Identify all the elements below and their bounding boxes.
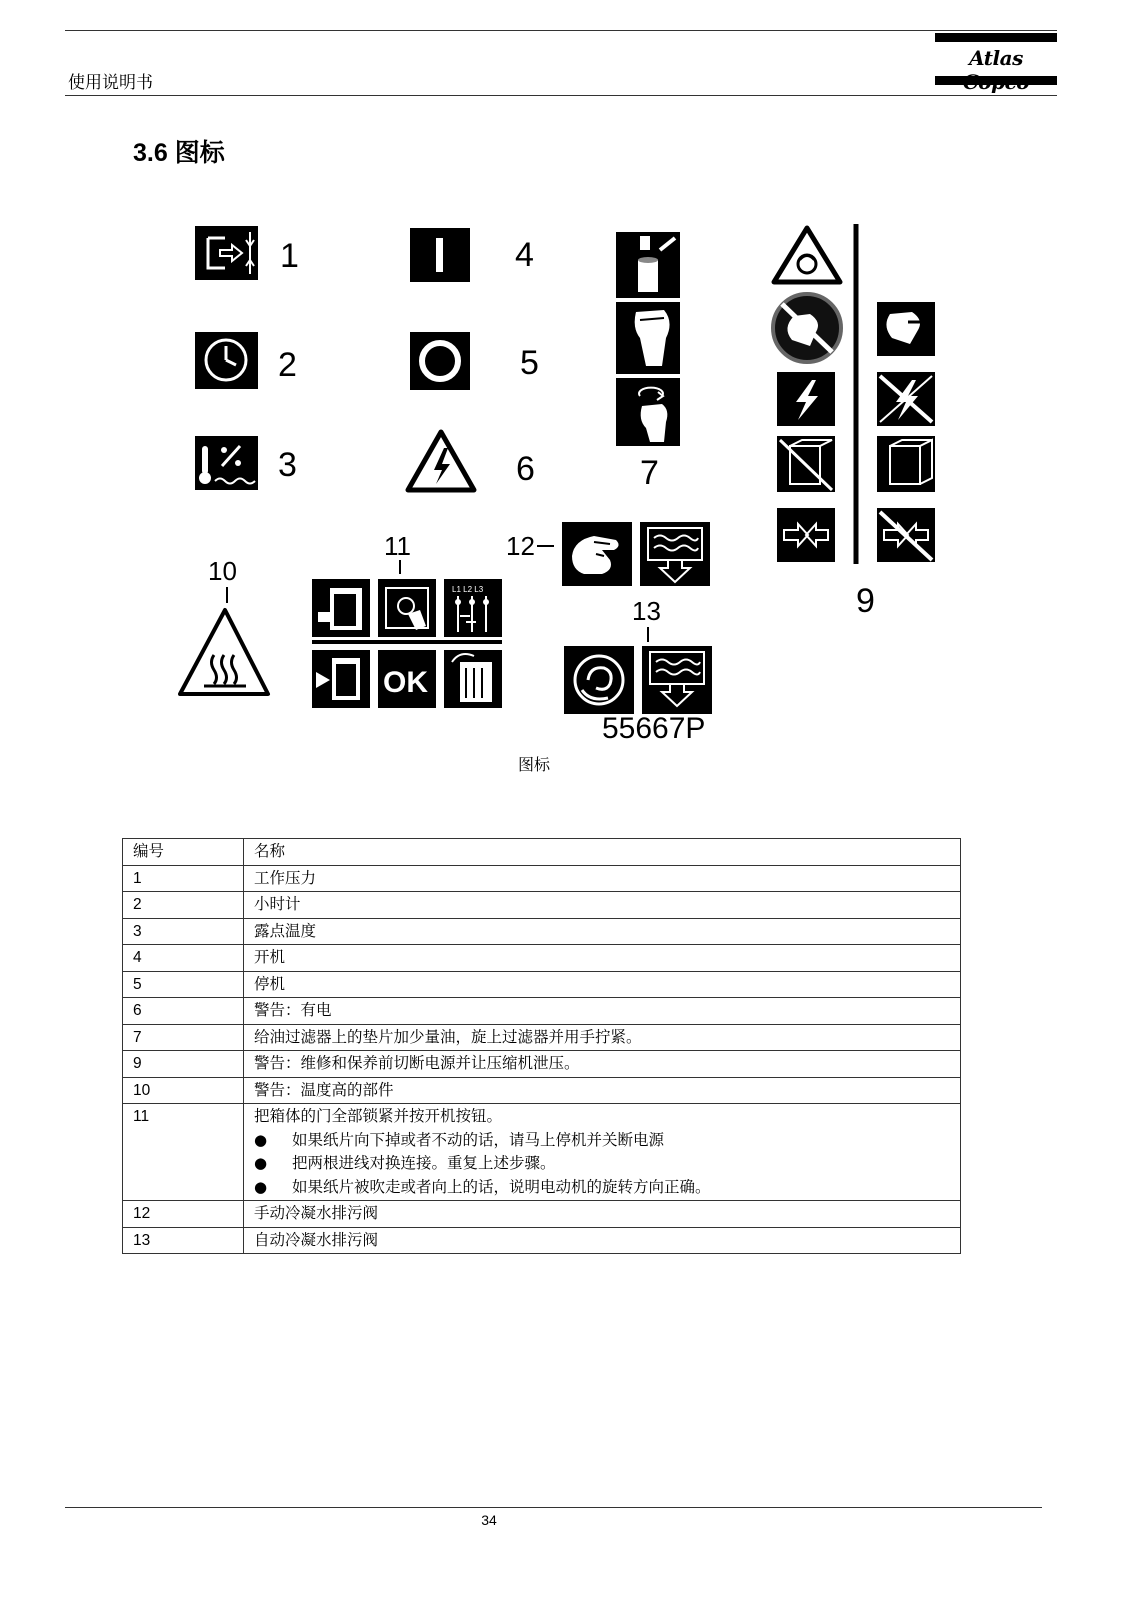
oil-filter-icon [616, 232, 680, 446]
electrical-warning-icon [408, 432, 474, 490]
header-name: 名称 [244, 839, 961, 866]
stop-icon [410, 332, 470, 390]
clock-icon [195, 332, 258, 389]
table-row [123, 945, 961, 972]
header-top-rule [65, 30, 1057, 31]
start-icon [410, 228, 470, 282]
row-name: 停机 [244, 971, 961, 998]
row-name: 露点温度 [244, 918, 961, 945]
row-number: 2 [123, 892, 244, 919]
row-number: 5 [123, 971, 244, 998]
callout-4: 4 [515, 236, 534, 274]
working-pressure-icon [195, 226, 258, 280]
row-name: 开机 [244, 945, 961, 972]
logo-bar-top [935, 33, 1057, 42]
row-number: 4 [123, 945, 244, 972]
row-name: 给油过滤器上的垫片加少量油，旋上过滤器并用手拧紧。 [244, 1024, 961, 1051]
icons-figure-drawing [170, 210, 960, 750]
atlas-copco-logo [935, 33, 1057, 89]
figure-caption: 图标 [517, 755, 550, 774]
callout-3: 3 [278, 446, 297, 484]
bullet-item: ● 如果纸片向下掉或者不动的话，请马上停机并关断电源 [254, 1129, 954, 1153]
callout-6: 6 [516, 450, 535, 488]
logo-text: Atlas [969, 46, 1023, 70]
table-row [123, 1227, 961, 1254]
row-number: 9 [123, 1051, 244, 1078]
row-name: 手动冷凝水排污阀 [244, 1201, 961, 1228]
row-number: 7 [123, 1024, 244, 1051]
row-number: 1 [123, 865, 244, 892]
ok-label: OK [383, 666, 428, 699]
icons-figure [170, 210, 960, 750]
table-row [123, 998, 961, 1025]
table-row [123, 892, 961, 919]
callout-1: 1 [280, 237, 299, 275]
table-row [123, 1024, 961, 1051]
row-number: 13 [123, 1227, 244, 1254]
maintenance-warning-group [773, 224, 935, 564]
row-number: 11 [123, 1104, 244, 1201]
callout-12: 12 [506, 531, 535, 561]
automatic-drain-valve-icon [564, 646, 712, 714]
callout-11: 11 [384, 531, 411, 561]
table-row [123, 918, 961, 945]
callout-7: 7 [640, 454, 659, 492]
row-name: 工作压力 [244, 865, 961, 892]
row-name: 自动冷凝水排污阀 [244, 1227, 961, 1254]
table-row [123, 971, 961, 998]
header-number: 编号 [123, 839, 244, 866]
svg-text:L1 L2 L3: L1 L2 L3 [452, 585, 484, 594]
header-bottom-rule [65, 95, 1057, 96]
table-row [123, 1201, 961, 1228]
row-name: 把箱体的门全部锁紧并按开机按钮。 [254, 1107, 503, 1125]
row-name-with-bullets [244, 1104, 961, 1201]
dew-point-icon [195, 436, 258, 490]
table-row [123, 1077, 961, 1104]
row-number: 3 [123, 918, 244, 945]
callout-13: 13 [632, 596, 661, 626]
bullet-item: ● 如果纸片被吹走或者向上的话，说明电动机的旋转方向正确。 [254, 1176, 954, 1200]
callout-5: 5 [520, 344, 539, 382]
manual-label: 使用说明书 [68, 73, 153, 93]
row-name: 警告：维修和保养前切断电源并让压缩机泄压。 [244, 1051, 961, 1078]
footer-rule [65, 1507, 1042, 1508]
table-header-row [123, 839, 961, 866]
row-number: 10 [123, 1077, 244, 1104]
rotation-check-group [312, 579, 502, 708]
section-title: 3.6 图标 [133, 139, 225, 167]
logo-bar-bottom [935, 76, 1057, 85]
callout-10: 10 [208, 556, 237, 586]
row-name: 警告：温度高的部件 [244, 1077, 961, 1104]
page-number: 34 [481, 1512, 497, 1528]
row-number: 6 [123, 998, 244, 1025]
manual-drain-valve-icon [562, 522, 710, 586]
callout-2: 2 [278, 346, 297, 384]
callout-9: 9 [856, 582, 875, 620]
bullet-item: ● 把两根进线对换连接。重复上述步骤。 [254, 1152, 954, 1176]
icon-legend-table [122, 838, 961, 1254]
row-name: 小时计 [244, 892, 961, 919]
figure-code: 55667P [602, 712, 706, 745]
row-number: 12 [123, 1201, 244, 1228]
row-name: 警告：有电 [244, 998, 961, 1025]
table-row [123, 1104, 961, 1201]
bullet-list [254, 1129, 954, 1200]
table-row [123, 865, 961, 892]
table-row [123, 1051, 961, 1078]
hot-surface-warning-icon [180, 610, 268, 694]
